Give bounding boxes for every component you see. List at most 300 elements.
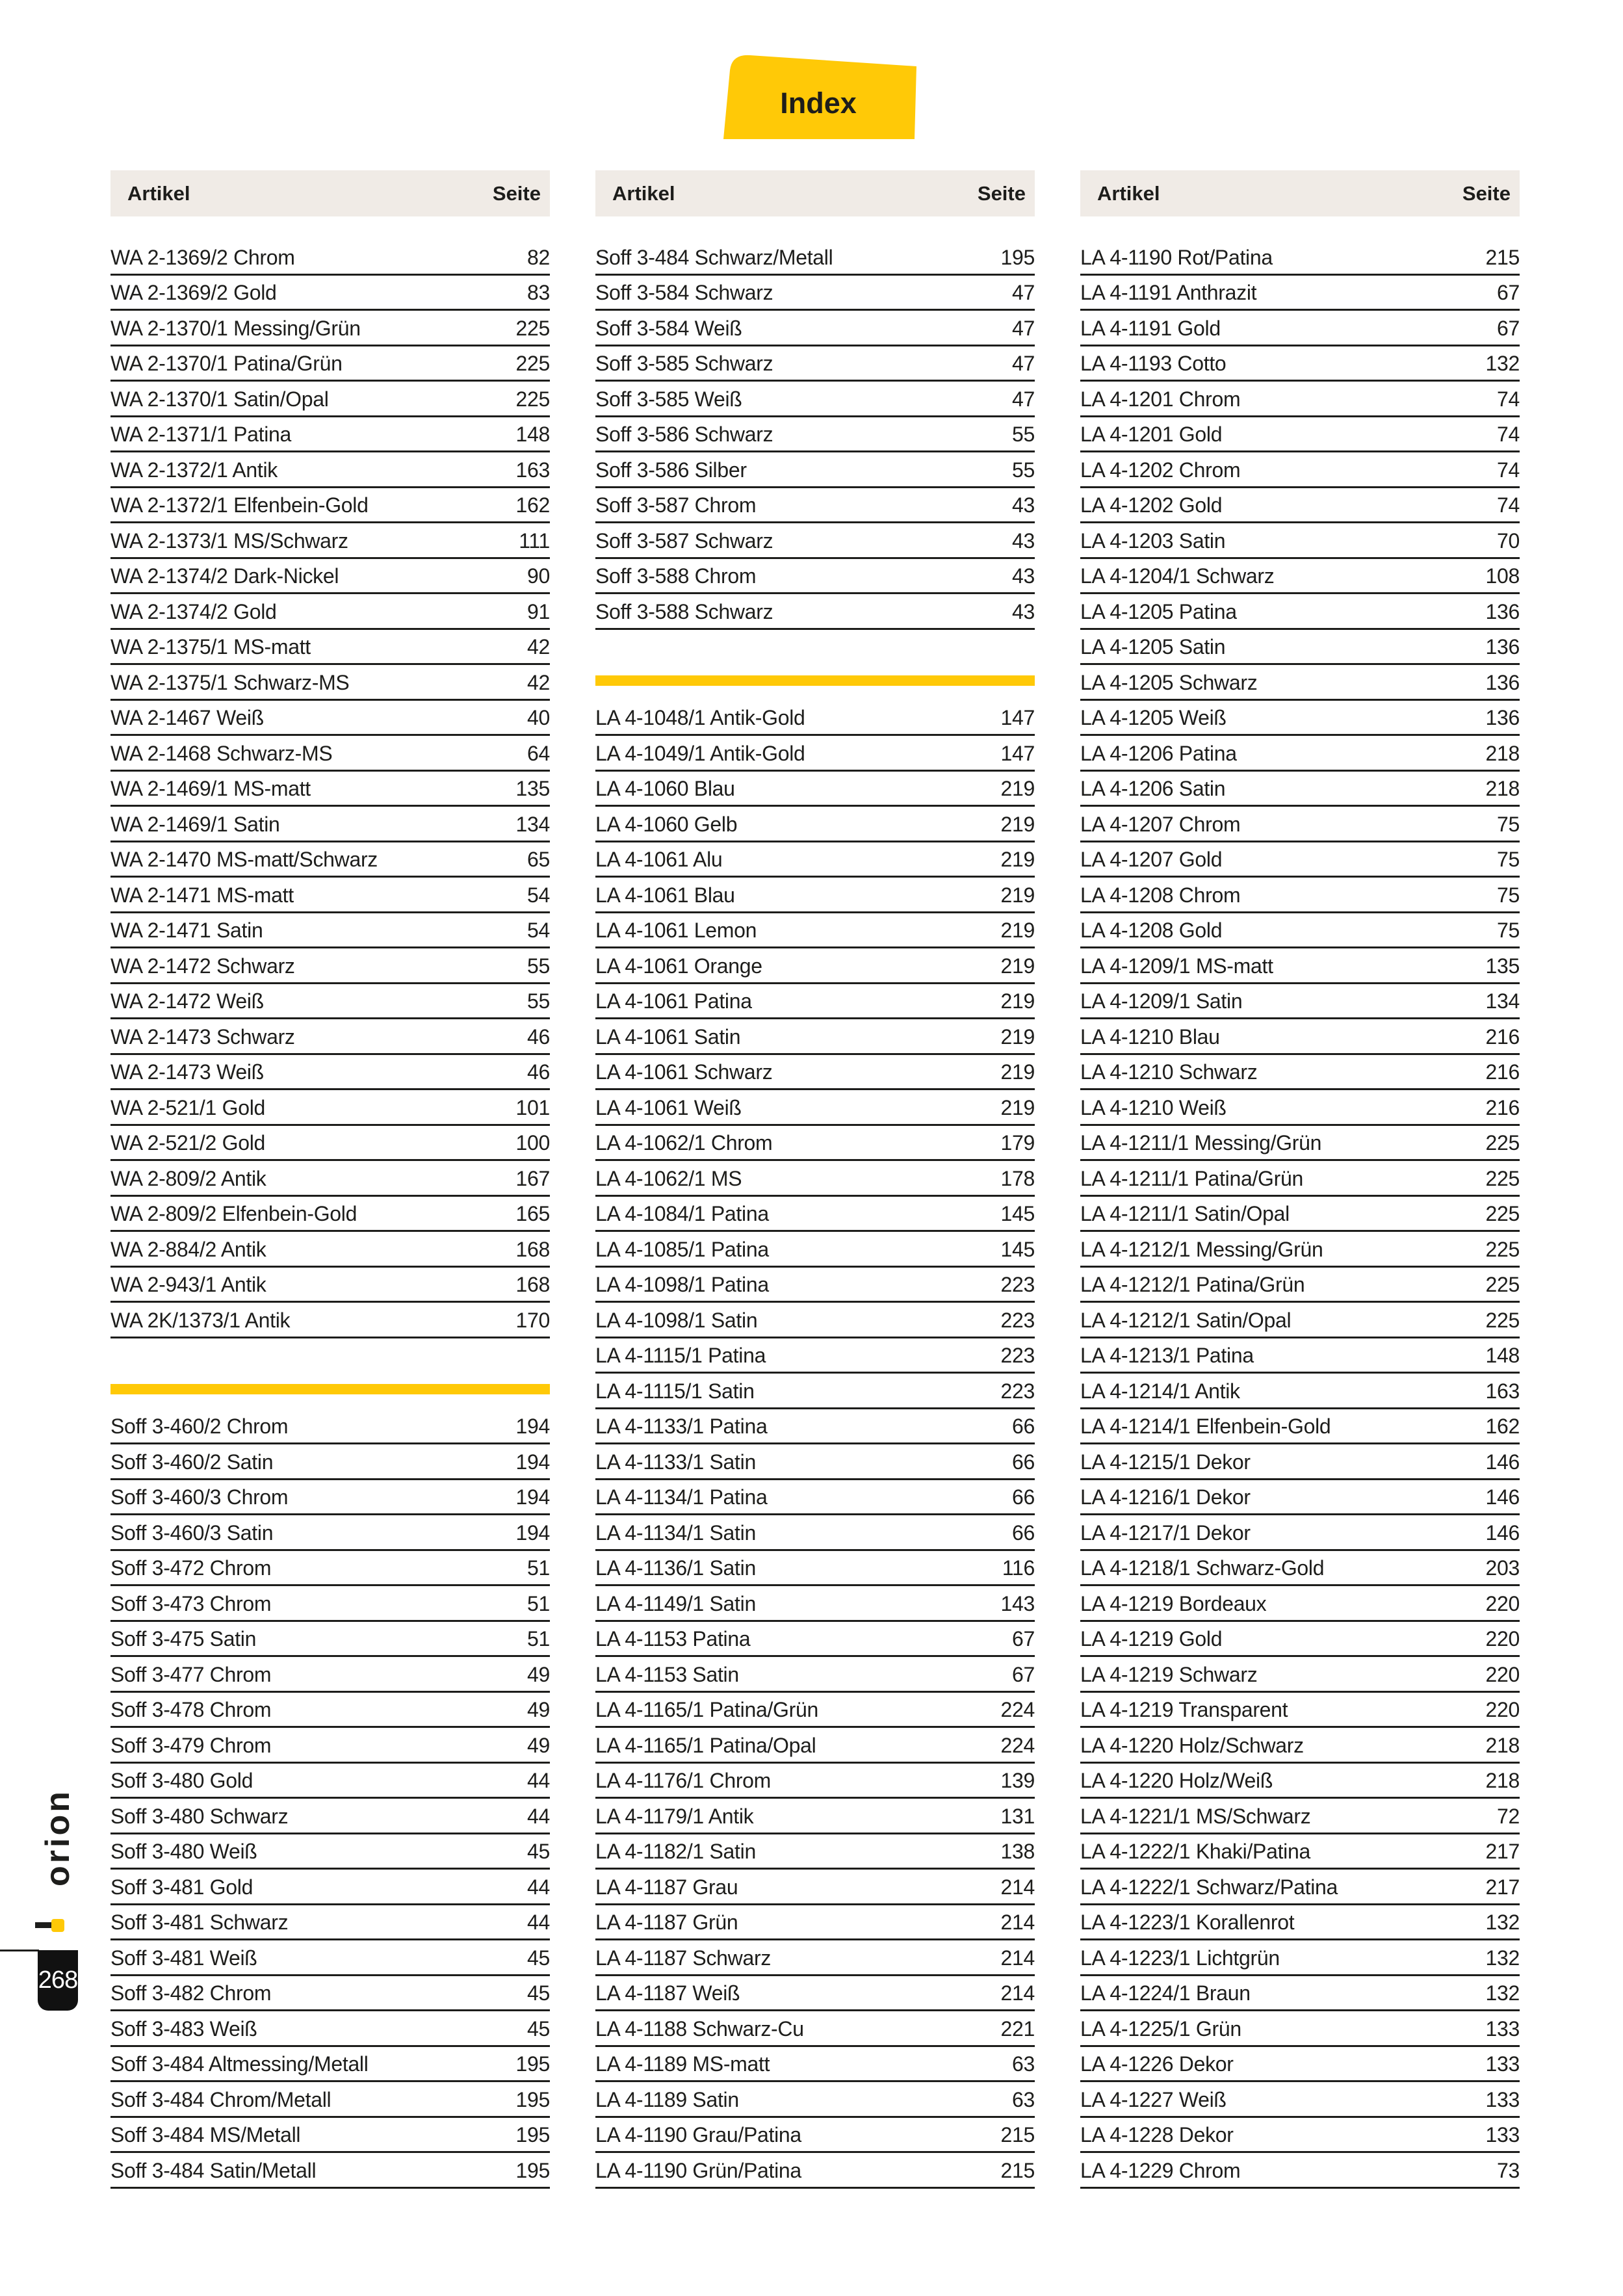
page-ref: 74 [1497, 458, 1520, 482]
page-ref: 203 [1485, 1556, 1520, 1580]
page-ref: 218 [1485, 741, 1520, 765]
index-row [1080, 1976, 1520, 2012]
page-ref: 40 [527, 706, 550, 729]
article-label: WA 2-1375/1 MS-matt [110, 635, 311, 659]
index-row [110, 772, 550, 807]
article-label: LA 4-1223/1 Korallenrot [1080, 1911, 1295, 1934]
index-row [1080, 772, 1520, 807]
article-label: LA 4-1115/1 Satin [595, 1379, 755, 1403]
index-row [1080, 1480, 1520, 1516]
page-ref: 147 [1000, 706, 1035, 729]
index-row [110, 1480, 550, 1516]
index-row [1080, 382, 1520, 417]
index-row [110, 488, 550, 524]
column-header-artikel: Artikel [612, 181, 675, 205]
page-ref: 132 [1485, 1981, 1520, 2005]
page-ref: 167 [515, 1166, 550, 1190]
index-row [1080, 2118, 1520, 2154]
index-row [595, 1905, 1035, 1941]
index-row [110, 1551, 550, 1587]
article-label: Soff 3-480 Gold [110, 1769, 253, 1792]
page-ref: 66 [1012, 1520, 1035, 1545]
article-label: LA 4-1061 Lemon [595, 919, 757, 942]
page-ref: 218 [1485, 1769, 1520, 1792]
index-row [1080, 2153, 1520, 2189]
article-label: WA 2-1371/1 Patina [110, 423, 292, 446]
article-label: Soff 3-475 Satin [110, 1627, 257, 1650]
article-label: LA 4-1085/1 Patina [595, 1237, 769, 1261]
page-ref: 51 [527, 1591, 550, 1615]
page-ref: 195 [515, 2158, 550, 2182]
page-ref: 101 [515, 1095, 550, 1119]
index-row [595, 452, 1035, 488]
section-divider-bar [595, 675, 1035, 686]
page-ref: 45 [527, 1840, 550, 1863]
article-label: LA 4-1048/1 Antik-Gold [595, 706, 805, 729]
article-label: LA 4-1061 Blau [595, 883, 735, 907]
article-label: Soff 3-484 MS/Metall [110, 2123, 301, 2146]
article-label: LA 4-1201 Chrom [1080, 387, 1241, 411]
column-header-seite: Seite [492, 181, 541, 205]
page-ref: 91 [527, 599, 550, 623]
page-ref: 146 [1485, 1520, 1520, 1545]
index-row [595, 1515, 1035, 1551]
index-row [595, 842, 1035, 878]
index-row [110, 1303, 550, 1338]
page-ref: 146 [1485, 1485, 1520, 1509]
page-ref: 163 [515, 458, 550, 482]
page-ref: 111 [519, 528, 550, 553]
article-label: LA 4-1218/1 Schwarz-Gold [1080, 1556, 1325, 1580]
page-ref: 162 [515, 493, 550, 517]
article-label: LA 4-1206 Satin [1080, 777, 1226, 800]
index-row [1080, 240, 1520, 276]
article-label: Soff 3-473 Chrom [110, 1591, 272, 1615]
index-row [1080, 1161, 1520, 1197]
article-label: LA 4-1210 Blau [1080, 1024, 1220, 1049]
page-ref: 223 [1000, 1379, 1035, 1403]
index-row [110, 594, 550, 630]
page-ref: 165 [515, 1202, 550, 1225]
index-row [110, 1055, 550, 1091]
article-label: LA 4-1182/1 Satin [595, 1840, 756, 1863]
page-ref: 223 [1000, 1273, 1035, 1296]
index-row [110, 1905, 550, 1941]
page-ref: 135 [1485, 954, 1520, 978]
page-ref: 67 [1497, 281, 1520, 304]
page-ref: 43 [1012, 528, 1035, 553]
article-label: WA 2-1472 Weiß [110, 989, 264, 1013]
index-row [595, 1126, 1035, 1162]
page-ref: 132 [1485, 352, 1520, 375]
page-ref: 194 [515, 1450, 550, 1474]
page-ref: 44 [527, 1911, 550, 1934]
article-label: LA 4-1220 Holz/Weiß [1080, 1769, 1273, 1792]
index-row [595, 346, 1035, 382]
article-label: LA 4-1062/1 MS [595, 1166, 742, 1190]
page-ref: 46 [527, 1024, 550, 1049]
article-label: LA 4-1061 Alu [595, 848, 723, 871]
index-row [110, 1444, 550, 1480]
index-row [1080, 1303, 1520, 1338]
article-label: LA 4-1061 Schwarz [595, 1060, 773, 1084]
page-ref: 63 [1012, 2087, 1035, 2111]
article-label: WA 2-1471 MS-matt [110, 883, 294, 907]
orion-logo-mark-square [51, 1919, 64, 1932]
index-row [110, 2118, 550, 2154]
index-row [595, 1303, 1035, 1338]
page-ref: 55 [527, 954, 550, 978]
index-row [595, 1799, 1035, 1834]
page-ref: 74 [1497, 387, 1520, 411]
index-row [595, 1976, 1035, 2012]
article-label: WA 2-1369/2 Gold [110, 281, 277, 304]
article-label: LA 4-1211/1 Satin/Opal [1080, 1202, 1290, 1225]
page-ref: 214 [1000, 1875, 1035, 1899]
index-row [595, 1940, 1035, 1976]
index-row [1080, 523, 1520, 559]
column-header-artikel: Artikel [1097, 181, 1160, 205]
page-ref: 74 [1497, 423, 1520, 446]
page-ref: 132 [1485, 1911, 1520, 1934]
page-ref: 216 [1485, 1024, 1520, 1049]
index-row [1080, 984, 1520, 1020]
index-row [110, 630, 550, 666]
index-row [1080, 1551, 1520, 1587]
article-label: LA 4-1224/1 Braun [1080, 1981, 1251, 2005]
page-ref: 214 [1000, 1981, 1035, 2005]
index-row [595, 1693, 1035, 1729]
index-row [1080, 913, 1520, 949]
page-ref: 219 [1000, 989, 1035, 1013]
article-label: Soff 3-484 Satin/Metall [110, 2158, 317, 2182]
index-row [1080, 1444, 1520, 1480]
index-row [1080, 1728, 1520, 1764]
article-label: LA 4-1217/1 Dekor [1080, 1520, 1251, 1545]
article-label: Soff 3-484 Altmessing/Metall [110, 2052, 369, 2076]
page-ref: 219 [1000, 954, 1035, 978]
index-row [595, 1480, 1035, 1516]
index-row [595, 594, 1035, 630]
index-row [595, 1444, 1035, 1480]
article-label: Soff 3-585 Schwarz [595, 352, 773, 375]
page-ref: 75 [1497, 919, 1520, 942]
index-row [1080, 1799, 1520, 1834]
article-label: LA 4-1190 Grün/Patina [595, 2158, 801, 2182]
index-row [110, 382, 550, 417]
page-ref: 214 [1000, 1911, 1035, 1934]
page-ref: 214 [1000, 1946, 1035, 1970]
article-label: LA 4-1227 Weiß [1080, 2087, 1227, 2111]
page-ref: 72 [1497, 1804, 1520, 1828]
page-ref: 224 [1000, 1733, 1035, 1757]
article-label: LA 4-1211/1 Patina/Grün [1080, 1166, 1303, 1190]
index-row [1080, 1657, 1520, 1693]
article-label: LA 4-1202 Chrom [1080, 458, 1241, 482]
article-label: LA 4-1153 Satin [595, 1662, 739, 1686]
page-ref: 225 [1485, 1131, 1520, 1155]
article-label: LA 4-1179/1 Antik [595, 1804, 754, 1828]
column-header-seite: Seite [1462, 181, 1511, 205]
page-ref: 170 [515, 1308, 550, 1332]
article-label: Soff 3-586 Schwarz [595, 423, 773, 446]
article-label: LA 4-1219 Schwarz [1080, 1662, 1258, 1686]
article-label: Soff 3-587 Schwarz [595, 528, 773, 553]
page-ref: 215 [1485, 245, 1520, 269]
page-ref: 133 [1485, 2087, 1520, 2111]
article-label: LA 4-1225/1 Grün [1080, 2016, 1241, 2041]
article-label: WA 2-1472 Schwarz [110, 954, 295, 978]
index-row [110, 452, 550, 488]
index-row [595, 1409, 1035, 1445]
index-row [595, 736, 1035, 772]
index-row [110, 559, 550, 595]
article-label: LA 4-1176/1 Chrom [595, 1769, 772, 1792]
index-row [1080, 1940, 1520, 1976]
article-label: Soff 3-587 Chrom [595, 493, 757, 517]
article-label: LA 4-1061 Weiß [595, 1095, 742, 1119]
page-ref: 45 [527, 1981, 550, 2005]
article-label: WA 2-809/2 Elfenbein-Gold [110, 1202, 357, 1225]
article-label: LA 4-1203 Satin [1080, 528, 1226, 553]
article-label: WA 2-1469/1 MS-matt [110, 777, 311, 800]
page-ref: 145 [1000, 1202, 1035, 1225]
index-row [1080, 842, 1520, 878]
article-label: Soff 3-460/3 Chrom [110, 1485, 289, 1509]
index-row [595, 1374, 1035, 1409]
article-label: Soff 3-479 Chrom [110, 1733, 272, 1757]
index-row [595, 1161, 1035, 1197]
index-row [110, 1019, 550, 1055]
article-label: Soff 3-584 Schwarz [595, 281, 773, 304]
index-row [110, 948, 550, 984]
article-label: Soff 3-478 Chrom [110, 1698, 272, 1721]
page-ref: 194 [515, 1520, 550, 1545]
article-label: WA 2-943/1 Antik [110, 1273, 266, 1296]
index-row [1080, 878, 1520, 913]
article-label: LA 4-1060 Gelb [595, 812, 738, 836]
column-header [595, 170, 1035, 216]
article-label: LA 4-1205 Weiß [1080, 706, 1227, 729]
article-label: LA 4-1212/1 Satin/Opal [1080, 1308, 1292, 1332]
index-row [595, 240, 1035, 276]
page-ref: 225 [1485, 1237, 1520, 1261]
article-label: LA 4-1222/1 Schwarz/Patina [1080, 1875, 1338, 1899]
index-row [1080, 346, 1520, 382]
page-ref: 64 [527, 741, 550, 765]
article-label: LA 4-1209/1 MS-matt [1080, 954, 1273, 978]
article-label: LA 4-1134/1 Satin [595, 1520, 756, 1545]
index-columns [110, 170, 1520, 2189]
index-row [1080, 417, 1520, 453]
index-row [110, 1409, 550, 1445]
column-header-artikel: Artikel [127, 181, 190, 205]
page-ref: 148 [515, 423, 550, 446]
index-row [110, 807, 550, 842]
index-row [110, 1268, 550, 1303]
page-ref: 145 [1000, 1237, 1035, 1261]
article-label: LA 4-1189 MS-matt [595, 2052, 770, 2076]
index-row [595, 878, 1035, 913]
page-ref: 162 [1485, 1415, 1520, 1438]
page-ref: 136 [1485, 670, 1520, 694]
index-row [1080, 1622, 1520, 1658]
article-label: WA 2-1470 MS-matt/Schwarz [110, 848, 378, 871]
article-label: WA 2-1373/1 MS/Schwarz [110, 528, 348, 553]
article-label: LA 4-1212/1 Patina/Grün [1080, 1273, 1305, 1296]
page-ref: 220 [1485, 1591, 1520, 1615]
page-ref: 147 [1000, 741, 1035, 765]
page-ref: 168 [515, 1237, 550, 1261]
index-row [595, 1764, 1035, 1799]
article-label: WA 2-1374/2 Dark-Nickel [110, 564, 339, 588]
index-row [595, 1728, 1035, 1764]
page-ref: 54 [527, 919, 550, 942]
index-row [110, 240, 550, 276]
index-row [595, 2118, 1035, 2154]
index-row [110, 984, 550, 1020]
page-ref: 51 [527, 1627, 550, 1650]
article-label: WA 2-1369/2 Chrom [110, 245, 295, 269]
page-ref: 133 [1485, 2052, 1520, 2076]
index-row [110, 1799, 550, 1834]
index-column-1 [110, 170, 550, 2189]
index-row [110, 311, 550, 346]
article-label: LA 4-1205 Patina [1080, 599, 1237, 623]
index-row [595, 1338, 1035, 1374]
page-ref: 225 [1485, 1166, 1520, 1190]
article-label: LA 4-1214/1 Elfenbein-Gold [1080, 1415, 1331, 1438]
index-row [110, 665, 550, 701]
page-ref: 43 [1012, 599, 1035, 623]
index-row [110, 1126, 550, 1162]
page-ref: 195 [515, 2087, 550, 2111]
page-ref: 223 [1000, 1344, 1035, 1367]
orion-logo-text: orion [39, 1789, 77, 1886]
index-row [595, 984, 1035, 1020]
index-row [595, 1197, 1035, 1233]
page-ref: 42 [527, 670, 550, 694]
page-ref: 178 [1000, 1166, 1035, 1190]
article-label: WA 2-809/2 Antik [110, 1166, 266, 1190]
article-label: WA 2-1471 Satin [110, 919, 263, 942]
page-ref: 219 [1000, 919, 1035, 942]
index-row [1080, 1232, 1520, 1268]
article-label: LA 4-1098/1 Patina [595, 1273, 769, 1296]
page-ref: 133 [1485, 2016, 1520, 2041]
article-label: WA 2-1370/1 Patina/Grün [110, 352, 343, 375]
index-row [110, 1161, 550, 1197]
page-ref: 219 [1000, 1095, 1035, 1119]
article-label: Soff 3-460/3 Satin [110, 1520, 274, 1545]
page-ref: 215 [1000, 2123, 1035, 2146]
index-row [1080, 1834, 1520, 1870]
index-row [110, 1940, 550, 1976]
index-row [1080, 1338, 1520, 1374]
article-label: Soff 3-584 Weiß [595, 316, 742, 340]
index-row [110, 417, 550, 453]
page-ref: 49 [527, 1698, 550, 1721]
article-label: LA 4-1190 Grau/Patina [595, 2123, 801, 2146]
article-label: LA 4-1133/1 Satin [595, 1450, 756, 1474]
page-ref: 134 [515, 812, 550, 836]
index-row [595, 1870, 1035, 1905]
page-ref: 195 [515, 2123, 550, 2146]
page-ref: 219 [1000, 812, 1035, 836]
index-row [1080, 665, 1520, 701]
page-ref: 225 [1485, 1308, 1520, 1332]
article-label: Soff 3-481 Schwarz [110, 1911, 289, 1934]
page-ref: 194 [515, 1415, 550, 1438]
index-row [1080, 276, 1520, 311]
page-ref: 75 [1497, 848, 1520, 871]
article-label: LA 4-1187 Schwarz [595, 1946, 772, 1970]
article-label: LA 4-1221/1 MS/Schwarz [1080, 1804, 1311, 1828]
index-row [1080, 2011, 1520, 2047]
index-row [1080, 311, 1520, 346]
article-label: LA 4-1216/1 Dekor [1080, 1485, 1251, 1509]
article-label: WA 2-1370/1 Satin/Opal [110, 387, 329, 411]
article-label: LA 4-1214/1 Antik [1080, 1379, 1240, 1403]
page-number-badge [38, 1950, 78, 2011]
index-row [595, 2153, 1035, 2189]
page-ref: 224 [1000, 1698, 1035, 1721]
index-row [595, 2047, 1035, 2083]
brand-sidebar [0, 0, 110, 2296]
page-ref: 63 [1012, 2052, 1035, 2076]
article-label: Soff 3-460/2 Chrom [110, 1415, 289, 1438]
article-label: WA 2-1372/1 Antik [110, 458, 278, 482]
article-label: WA 2-1370/1 Messing/Grün [110, 316, 361, 340]
page-ref: 195 [515, 2052, 550, 2076]
article-label: LA 4-1187 Grün [595, 1911, 738, 1934]
article-label: LA 4-1187 Weiß [595, 1981, 740, 2005]
page-ref: 47 [1012, 316, 1035, 340]
page-ref: 66 [1012, 1415, 1035, 1438]
index-row [110, 842, 550, 878]
index-row [110, 1834, 550, 1870]
page-ref: 43 [1012, 564, 1035, 588]
section-divider [110, 1338, 550, 1409]
index-tab [720, 51, 916, 139]
page-number-rule [0, 1950, 39, 1951]
article-label: LA 4-1062/1 Chrom [595, 1131, 773, 1155]
index-row [595, 1055, 1035, 1091]
page-ref: 225 [1485, 1273, 1520, 1296]
page-ref: 100 [515, 1131, 550, 1155]
index-row [1080, 2082, 1520, 2118]
index-row [110, 276, 550, 311]
article-label: LA 4-1204/1 Schwarz [1080, 564, 1275, 588]
page-ref: 223 [1000, 1308, 1035, 1332]
page-ref: 219 [1000, 1060, 1035, 1084]
article-label: Soff 3-586 Silber [595, 458, 747, 482]
index-row [110, 1764, 550, 1799]
index-row [110, 878, 550, 913]
page-ref: 148 [1485, 1344, 1520, 1367]
page-ref: 45 [527, 1946, 550, 1970]
article-label: Soff 3-483 Weiß [110, 2016, 257, 2041]
page-ref: 67 [1012, 1627, 1035, 1650]
page-ref: 67 [1497, 316, 1520, 340]
index-row [1080, 594, 1520, 630]
page-ref: 219 [1000, 1024, 1035, 1049]
index-row [595, 1834, 1035, 1870]
article-label: LA 4-1206 Patina [1080, 741, 1237, 765]
article-label: LA 4-1060 Blau [595, 777, 735, 800]
page-ref: 225 [515, 352, 550, 375]
page-ref: 217 [1485, 1840, 1520, 1863]
